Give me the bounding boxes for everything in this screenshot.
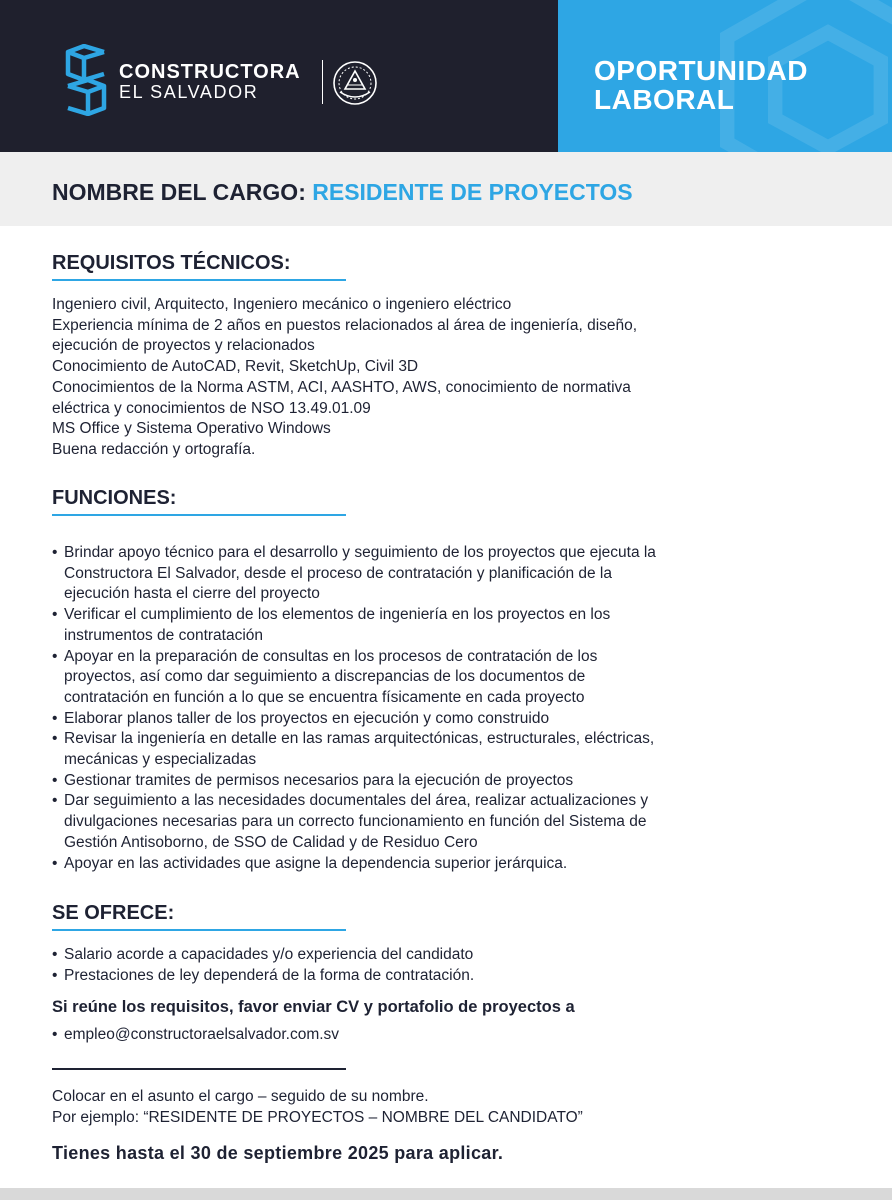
list-item-text: • Verificar el cumplimiento de los elementos de ingeniería en los proyectos en los: [64, 606, 611, 624]
subject-note-line: Colocar en el asunto el cargo – seguido de su nombre.: [52, 1088, 429, 1105]
requisitos-list: [52, 295, 637, 461]
list-item: [52, 543, 872, 605]
brand-divider: [322, 60, 323, 104]
requisitos-line: ejecución de proyectos y relacionados: [52, 337, 315, 355]
apply-divider: [52, 1068, 346, 1070]
ofrece-underline: [52, 929, 346, 931]
subject-note: [52, 1087, 583, 1128]
list-item: [52, 729, 872, 770]
list-item-text: • Elaborar planos taller de los proyectos en ejecución y como construido: [64, 709, 550, 727]
offer-title-line2: LABORAL: [594, 84, 735, 115]
list-item-text: contratación en función a lo que se encuentra físicamente en cada proyecto: [64, 688, 585, 706]
funciones-heading: FUNCIONES:: [52, 487, 177, 509]
list-item-text: proyectos, así como dar seguimiento a discrepancias de los documentos de: [64, 668, 586, 686]
requisitos-line: Experiencia mínima de 2 años en puestos relacionados al área de ingeniería, diseño,: [52, 316, 638, 334]
ofrece-list: [52, 945, 872, 986]
job-title-value: RESIDENTE DE PROYECTOS: [312, 179, 633, 205]
national-seal-icon: [330, 58, 380, 108]
requisitos-line: Buena redacción y ortografía.: [52, 440, 256, 458]
ofrece-heading: SE OFRECE:: [52, 902, 175, 924]
list-item-text: instrumentos de contratación: [64, 626, 264, 644]
requisitos-line: eléctrica y conocimientos de NSO 13.49.01.09: [52, 399, 371, 417]
company-logo-icon: [64, 44, 108, 116]
list-item-text: • Dar seguimiento a las necesidades documentales del área, realizar actualizaciones y: [64, 792, 649, 810]
list-item: [52, 1025, 872, 1046]
list-item: [52, 771, 872, 792]
list-item-text: divulgaciones necesarias para un correcto funcionamiento en función del Sistema de: [64, 813, 647, 831]
list-item-text: • Prestaciones de ley dependerá de la forma de contratación.: [64, 966, 475, 984]
list-item-text: Gestión Antisoborno, de SSO de Calidad y de Residuo Cero: [64, 833, 478, 851]
list-item-text: Constructora El Salvador, desde el proceso de contratación y planificación de la: [64, 564, 612, 582]
application-deadline: Tienes hasta el 30 de septiembre 2025 para aplicar.: [52, 1143, 504, 1163]
job-title: [52, 178, 633, 206]
requisitos-heading: REQUISITOS TÉCNICOS:: [52, 252, 291, 274]
funciones-list: [52, 543, 872, 874]
requisitos-line: Ingeniero civil, Arquitecto, Ingeniero mecánico o ingeniero eléctrico: [52, 296, 512, 313]
list-item: [52, 945, 872, 966]
offer-title: [594, 56, 808, 114]
list-item: [52, 854, 872, 875]
list-item-text: • Salario acorde a capacidades y/o experiencia del candidato: [64, 946, 474, 963]
list-item-text: ejecución hasta el cierre del proyecto: [64, 585, 320, 603]
header: [0, 0, 892, 152]
apply-instructions: Si reúne los requisitos, favor enviar CV y portafolio de proyectos a: [52, 998, 575, 1016]
brand-name: CONSTRUCTORA: [119, 61, 301, 83]
list-item-text: • Gestionar tramites de permisos necesarios para la ejecución de proyectos: [64, 771, 574, 789]
list-item-text: mecánicas y especializadas: [64, 751, 257, 769]
requisitos-line: Conocimiento de AutoCAD, Revit, SketchUp, Civil 3D: [52, 358, 419, 376]
offer-title-line1: OPORTUNIDAD: [594, 55, 808, 86]
list-item: [52, 966, 872, 987]
contact-email-link[interactable]: • empleo@constructoraelsalvador.com.sv: [64, 1026, 340, 1043]
list-item: [52, 709, 872, 730]
list-item: [52, 605, 872, 646]
requisitos-underline: [52, 279, 346, 281]
list-item: [52, 791, 872, 853]
contact-list: [52, 1025, 872, 1046]
list-item-text: • Apoyar en las actividades que asigne la dependencia superior jerárquica.: [64, 854, 568, 872]
requisitos-line: MS Office y Sistema Operativo Windows: [52, 420, 331, 438]
footer-band: [0, 1188, 892, 1200]
subject-note-example: Por ejemplo: “RESIDENTE DE PROYECTOS – NOMBRE DEL CANDIDATO”: [52, 1108, 583, 1126]
list-item: [52, 647, 872, 709]
requisitos-line: Conocimientos de la Norma ASTM, ACI, AASHTO, AWS, conocimiento de normativa: [52, 378, 631, 396]
list-item-text: • Revisar la ingeniería en detalle en las ramas arquitectónicas, estructurales, eléctricas,: [64, 730, 655, 748]
job-title-label: NOMBRE DEL CARGO:: [52, 179, 306, 205]
list-item-text: • Brindar apoyo técnico para el desarrollo y seguimiento de los proyectos que ejecuta la: [64, 544, 656, 561]
brand-subname: EL SALVADOR: [119, 82, 259, 102]
funciones-underline: [52, 514, 346, 516]
list-item-text: • Apoyar en la preparación de consultas en los procesos de contratación de los: [64, 647, 598, 665]
